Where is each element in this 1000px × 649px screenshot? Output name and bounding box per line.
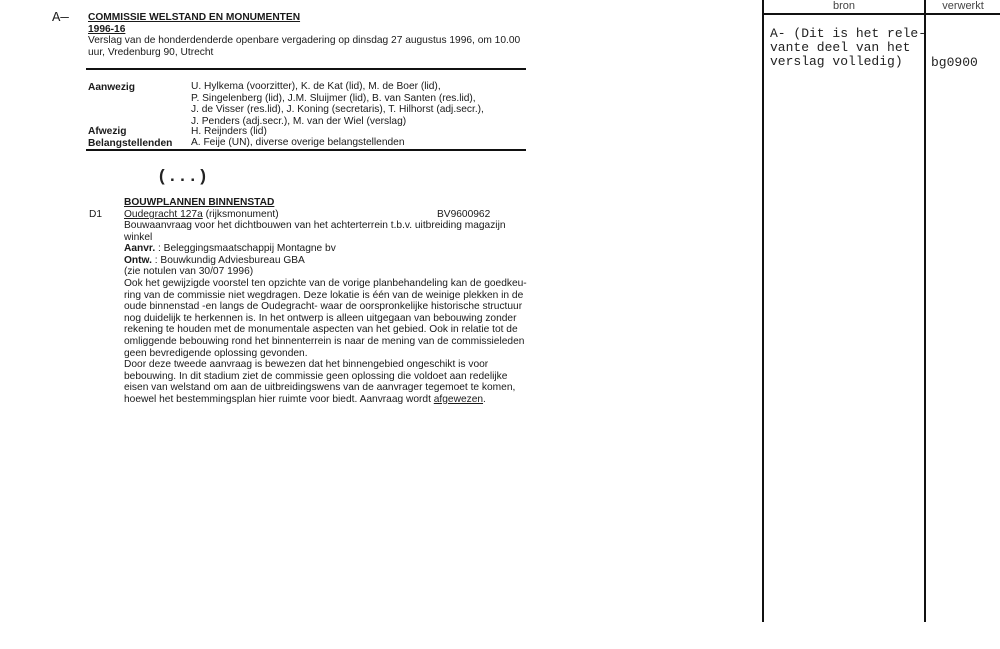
body-line: hoewel het bestemmingsplan hier ruimte voor biedt. Aanvraag wordt <box>124 393 434 405</box>
body-line-final <box>124 394 527 406</box>
present-list <box>191 81 484 127</box>
source-note-line: A- (Dit is het rele- <box>770 26 927 41</box>
item-body <box>124 220 527 406</box>
omission-ellipsis: (...) <box>157 168 209 187</box>
body-line: ring van de commissie niet wegdragen. Deze lokatie is één van de weinige plekken in de <box>124 289 524 301</box>
source-note-line: vante deel van het <box>770 40 911 55</box>
attendance-divider <box>86 149 526 151</box>
meeting-subtitle <box>88 35 520 58</box>
subtitle-line: Verslag van de honderdenderde openbare vergadering op dinsdag 27 augustus 1996, om 10.00 <box>88 35 521 46</box>
notes-reference: (zie notulen van 30/07 1996) <box>124 266 254 278</box>
present-line: U. Hylkema (voorzitter), K. de Kat (lid), M. de Boer (lid), <box>191 81 441 92</box>
present-label: Aanwezig <box>88 82 135 93</box>
body-line: geen bevredigende oplossing gevonden. <box>124 347 308 359</box>
designer-label: Ontw. <box>124 254 152 266</box>
item-code: D1 <box>89 209 103 220</box>
processed-value: bg0900 <box>931 55 978 70</box>
body-line: bebouwing. In dit stadium ziet de commissie geen oplossing die voldoet aan redelijke <box>124 370 508 382</box>
designer-value: : Bouwkundig Adviesbureau GBA <box>151 254 305 266</box>
body-line: oude binnenstad -en langs de Oudegracht- waar de oorspronkelijke historische structuur <box>124 301 523 313</box>
designer-line <box>124 255 527 267</box>
document-title: COMMISSIE WELSTAND EN MONUMENTEN <box>88 12 301 23</box>
body-line: Ook het gewijzigde voorstel ten opzichte van de vorige planbehandeling kan de goedkeu- <box>124 277 527 289</box>
margin-mark: A— <box>52 10 69 26</box>
request-line: Bouwaanvraag voor het dichtbouwen van het achterterrein t.b.v. uitbreiding magazijn <box>124 220 506 231</box>
item-address-note: (rijksmonument) <box>202 209 279 220</box>
present-line: P. Singelenberg (lid), J.M. Sluijmer (lid), B. van Santen (res.lid), <box>191 92 476 104</box>
body-line: Door deze tweede aanvraag is bewezen dat het binnengebied ongeschikt is voor <box>124 359 489 371</box>
body-line: eisen van welstand om aan de uitbreidingswens van de aanvrager tegemoet te komen, <box>124 382 516 394</box>
table-middle-border <box>924 0 926 622</box>
present-line: J. Penders (adj.secr.), M. van der Wiel (verslag) <box>191 115 407 127</box>
body-line: nog duidelijk te herkennen is. In het ontwerp is alleen uitgegaan van bebouwing zonder <box>124 312 517 324</box>
meeting-number: 1996-16 <box>88 24 126 35</box>
verdict: afgewezen <box>433 393 484 405</box>
request-line: winkel <box>124 231 153 243</box>
stakeholders-value: A. Feije (UN), diverse overige belangstellenden <box>191 137 405 148</box>
column-header-processed: verwerkt <box>942 0 984 12</box>
source-note-line: verslag volledig) <box>770 54 903 69</box>
table-header-divider <box>762 13 1000 15</box>
stakeholders-label: Belangstellenden <box>88 138 173 149</box>
source-note <box>770 27 926 69</box>
absent-value: H. Reijnders (lid) <box>191 126 267 137</box>
section-title: BOUWPLANNEN BINNENSTAD <box>124 197 275 208</box>
body-line: omliggende bebouwing rond het binnenterrein is naar de mening van de commissieleden <box>124 335 525 347</box>
item-address-line <box>124 209 279 221</box>
body-line: rekening te houden met de monumentale aspecten van het gebied. Ook in relatie tot de <box>124 324 518 336</box>
applicant-line <box>124 243 527 255</box>
subtitle-line: uur, Vredenburg 90, Utrecht <box>88 46 214 58</box>
verdict-tail: . <box>483 393 486 405</box>
absent-label: Afwezig <box>88 126 127 137</box>
item-address: Oudegracht 127a <box>124 209 203 220</box>
item-reference: BV9600962 <box>437 209 491 220</box>
header-divider <box>86 68 526 70</box>
column-header-source: bron <box>832 0 856 12</box>
applicant-value: : Beleggingsmaatschappij Montagne bv <box>155 243 336 255</box>
present-line: J. de Visser (res.lid), J. Koning (secretaris), T. Hilhorst (adj.secr.), <box>191 104 484 116</box>
table-left-border <box>762 0 764 622</box>
applicant-label: Aanvr. <box>124 243 156 255</box>
